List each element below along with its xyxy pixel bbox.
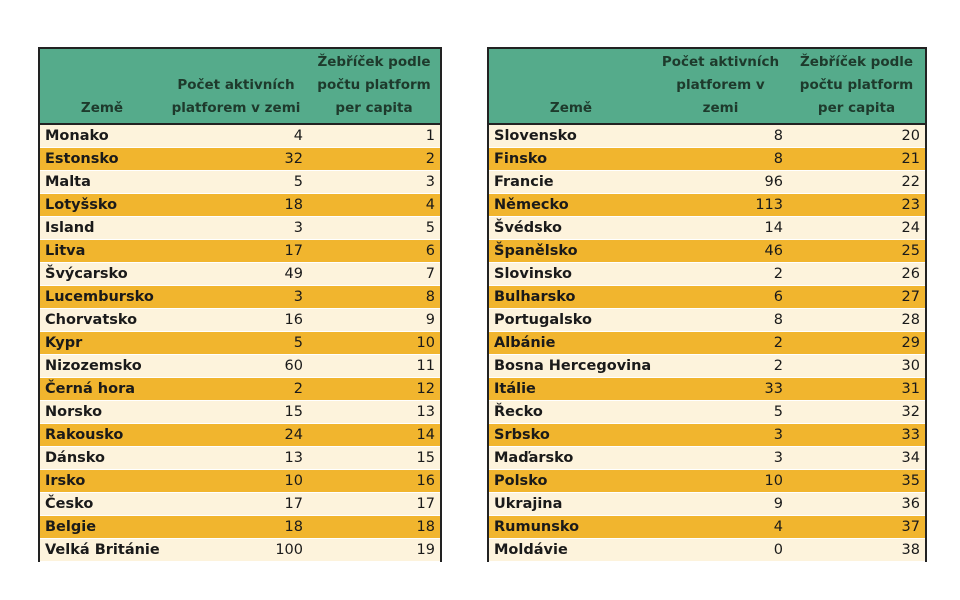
- country-cell: Švýcarsko: [39, 263, 164, 286]
- platforms-cell: 10: [653, 470, 788, 493]
- rank-cell: 28: [788, 309, 926, 332]
- platforms-cell: 5: [164, 332, 308, 355]
- platforms-cell: 2: [653, 355, 788, 378]
- country-cell: Španělsko: [488, 240, 653, 263]
- header-country: Země: [39, 48, 164, 124]
- platforms-cell: 96: [653, 171, 788, 194]
- table-row: [488, 286, 926, 309]
- table-row: [488, 447, 926, 470]
- platforms-cell: 9: [653, 493, 788, 516]
- platforms-cell: 33: [653, 378, 788, 401]
- country-cell: Lucembursko: [39, 286, 164, 309]
- country-cell: Irsko: [39, 470, 164, 493]
- country-cell: Francie: [488, 171, 653, 194]
- country-cell: Maďarsko: [488, 447, 653, 470]
- table-header-row: [39, 48, 441, 124]
- country-cell: Polsko: [488, 470, 653, 493]
- table-row: [488, 355, 926, 378]
- rank-cell: 21: [788, 148, 926, 171]
- country-cell: Malta: [39, 171, 164, 194]
- rank-cell: 24: [788, 217, 926, 240]
- platforms-cell: 113: [653, 194, 788, 217]
- right-table-container: [487, 47, 925, 562]
- table-row: [39, 263, 441, 286]
- country-cell: Německo: [488, 194, 653, 217]
- platforms-cell: 5: [164, 171, 308, 194]
- country-cell: Lotyšsko: [39, 194, 164, 217]
- platforms-cell: 18: [164, 516, 308, 539]
- rank-cell: 4: [308, 194, 441, 217]
- table-row: [39, 447, 441, 470]
- table-header-row: [488, 48, 926, 124]
- ranking-table-left: [38, 47, 442, 562]
- left-table-container: [38, 47, 440, 562]
- platforms-cell: 8: [653, 124, 788, 148]
- country-cell: Belgie: [39, 516, 164, 539]
- platforms-cell: 4: [653, 516, 788, 539]
- rank-cell: 16: [308, 470, 441, 493]
- platforms-cell: 3: [653, 447, 788, 470]
- rank-cell: 37: [788, 516, 926, 539]
- platforms-cell: 49: [164, 263, 308, 286]
- table-row: [488, 217, 926, 240]
- rank-cell: 23: [788, 194, 926, 217]
- rank-cell: 19: [308, 539, 441, 562]
- rank-cell: 12: [308, 378, 441, 401]
- country-cell: Litva: [39, 240, 164, 263]
- table-row: [39, 539, 441, 562]
- platforms-cell: 8: [653, 309, 788, 332]
- platforms-cell: 46: [653, 240, 788, 263]
- table-row: [488, 240, 926, 263]
- table-row: [39, 516, 441, 539]
- header-rank: Žebříček podle počtu platform per capita: [788, 48, 926, 124]
- table-row: [488, 516, 926, 539]
- rank-cell: 7: [308, 263, 441, 286]
- table-row: [39, 286, 441, 309]
- platforms-cell: 2: [653, 332, 788, 355]
- platforms-cell: 18: [164, 194, 308, 217]
- country-cell: Bosna Hercegovina: [488, 355, 653, 378]
- country-cell: Kypr: [39, 332, 164, 355]
- table-row: [39, 194, 441, 217]
- country-cell: Estonsko: [39, 148, 164, 171]
- country-cell: Slovensko: [488, 124, 653, 148]
- platforms-cell: 2: [164, 378, 308, 401]
- country-cell: Česko: [39, 493, 164, 516]
- header-platforms: Počet aktivních platforem v zemi: [164, 48, 308, 124]
- table-row: [39, 124, 441, 148]
- table-row: [39, 240, 441, 263]
- country-cell: Řecko: [488, 401, 653, 424]
- rank-cell: 11: [308, 355, 441, 378]
- rank-cell: 10: [308, 332, 441, 355]
- table-row: [39, 309, 441, 332]
- rank-cell: 22: [788, 171, 926, 194]
- country-cell: Srbsko: [488, 424, 653, 447]
- country-cell: Slovinsko: [488, 263, 653, 286]
- platforms-cell: 3: [653, 424, 788, 447]
- country-cell: Monako: [39, 124, 164, 148]
- country-cell: Dánsko: [39, 447, 164, 470]
- rank-cell: 32: [788, 401, 926, 424]
- table-row: [39, 470, 441, 493]
- country-cell: Švédsko: [488, 217, 653, 240]
- platforms-cell: 4: [164, 124, 308, 148]
- table-body-left: [39, 124, 441, 562]
- table-row: [39, 332, 441, 355]
- header-country: Země: [488, 48, 653, 124]
- table-row: [39, 401, 441, 424]
- table-body-right: [488, 124, 926, 562]
- platforms-cell: 10: [164, 470, 308, 493]
- platforms-cell: 2: [653, 263, 788, 286]
- rank-cell: 5: [308, 217, 441, 240]
- rank-cell: 36: [788, 493, 926, 516]
- ranking-table-right: [487, 47, 927, 562]
- platforms-cell: 3: [164, 286, 308, 309]
- table-row: [488, 332, 926, 355]
- country-cell: Ukrajina: [488, 493, 653, 516]
- rank-cell: 17: [308, 493, 441, 516]
- table-row: [488, 124, 926, 148]
- platforms-cell: 8: [653, 148, 788, 171]
- table-row: [39, 493, 441, 516]
- platforms-cell: 3: [164, 217, 308, 240]
- country-cell: Albánie: [488, 332, 653, 355]
- header-rank: Žebříček podle počtu platform per capita: [308, 48, 441, 124]
- table-row: [39, 171, 441, 194]
- table-row: [488, 171, 926, 194]
- country-cell: Moldávie: [488, 539, 653, 562]
- rank-cell: 6: [308, 240, 441, 263]
- platforms-cell: 15: [164, 401, 308, 424]
- table-row: [488, 493, 926, 516]
- table-row: [488, 470, 926, 493]
- table-row: [488, 148, 926, 171]
- table-row: [39, 378, 441, 401]
- table-row: [488, 539, 926, 562]
- platforms-cell: 0: [653, 539, 788, 562]
- rank-cell: 20: [788, 124, 926, 148]
- table-row: [488, 378, 926, 401]
- rank-cell: 15: [308, 447, 441, 470]
- platforms-cell: 14: [653, 217, 788, 240]
- country-cell: Island: [39, 217, 164, 240]
- platforms-cell: 6: [653, 286, 788, 309]
- platforms-cell: 13: [164, 447, 308, 470]
- country-cell: Velká Británie: [39, 539, 164, 562]
- rank-cell: 14: [308, 424, 441, 447]
- table-row: [488, 401, 926, 424]
- rank-cell: 13: [308, 401, 441, 424]
- table-row: [488, 424, 926, 447]
- rank-cell: 18: [308, 516, 441, 539]
- platforms-cell: 16: [164, 309, 308, 332]
- rank-cell: 29: [788, 332, 926, 355]
- rank-cell: 2: [308, 148, 441, 171]
- platforms-cell: 5: [653, 401, 788, 424]
- rank-cell: 3: [308, 171, 441, 194]
- platforms-cell: 60: [164, 355, 308, 378]
- country-cell: Rumunsko: [488, 516, 653, 539]
- rank-cell: 31: [788, 378, 926, 401]
- country-cell: Černá hora: [39, 378, 164, 401]
- rank-cell: 33: [788, 424, 926, 447]
- rank-cell: 34: [788, 447, 926, 470]
- country-cell: Rakousko: [39, 424, 164, 447]
- rank-cell: 25: [788, 240, 926, 263]
- country-cell: Norsko: [39, 401, 164, 424]
- table-row: [39, 355, 441, 378]
- country-cell: Bulharsko: [488, 286, 653, 309]
- platforms-cell: 100: [164, 539, 308, 562]
- country-cell: Nizozemsko: [39, 355, 164, 378]
- table-row: [39, 148, 441, 171]
- rank-cell: 9: [308, 309, 441, 332]
- rank-cell: 1: [308, 124, 441, 148]
- rank-cell: 27: [788, 286, 926, 309]
- rank-cell: 35: [788, 470, 926, 493]
- platforms-cell: 32: [164, 148, 308, 171]
- country-cell: Chorvatsko: [39, 309, 164, 332]
- header-platforms: Počet aktivních platforem v zemi: [653, 48, 788, 124]
- rank-cell: 38: [788, 539, 926, 562]
- platforms-cell: 17: [164, 240, 308, 263]
- rank-cell: 8: [308, 286, 441, 309]
- table-row: [39, 217, 441, 240]
- country-cell: Itálie: [488, 378, 653, 401]
- platforms-cell: 17: [164, 493, 308, 516]
- table-row: [39, 424, 441, 447]
- country-cell: Portugalsko: [488, 309, 653, 332]
- country-cell: Finsko: [488, 148, 653, 171]
- rank-cell: 26: [788, 263, 926, 286]
- table-row: [488, 309, 926, 332]
- table-row: [488, 263, 926, 286]
- rank-cell: 30: [788, 355, 926, 378]
- platforms-cell: 24: [164, 424, 308, 447]
- table-row: [488, 194, 926, 217]
